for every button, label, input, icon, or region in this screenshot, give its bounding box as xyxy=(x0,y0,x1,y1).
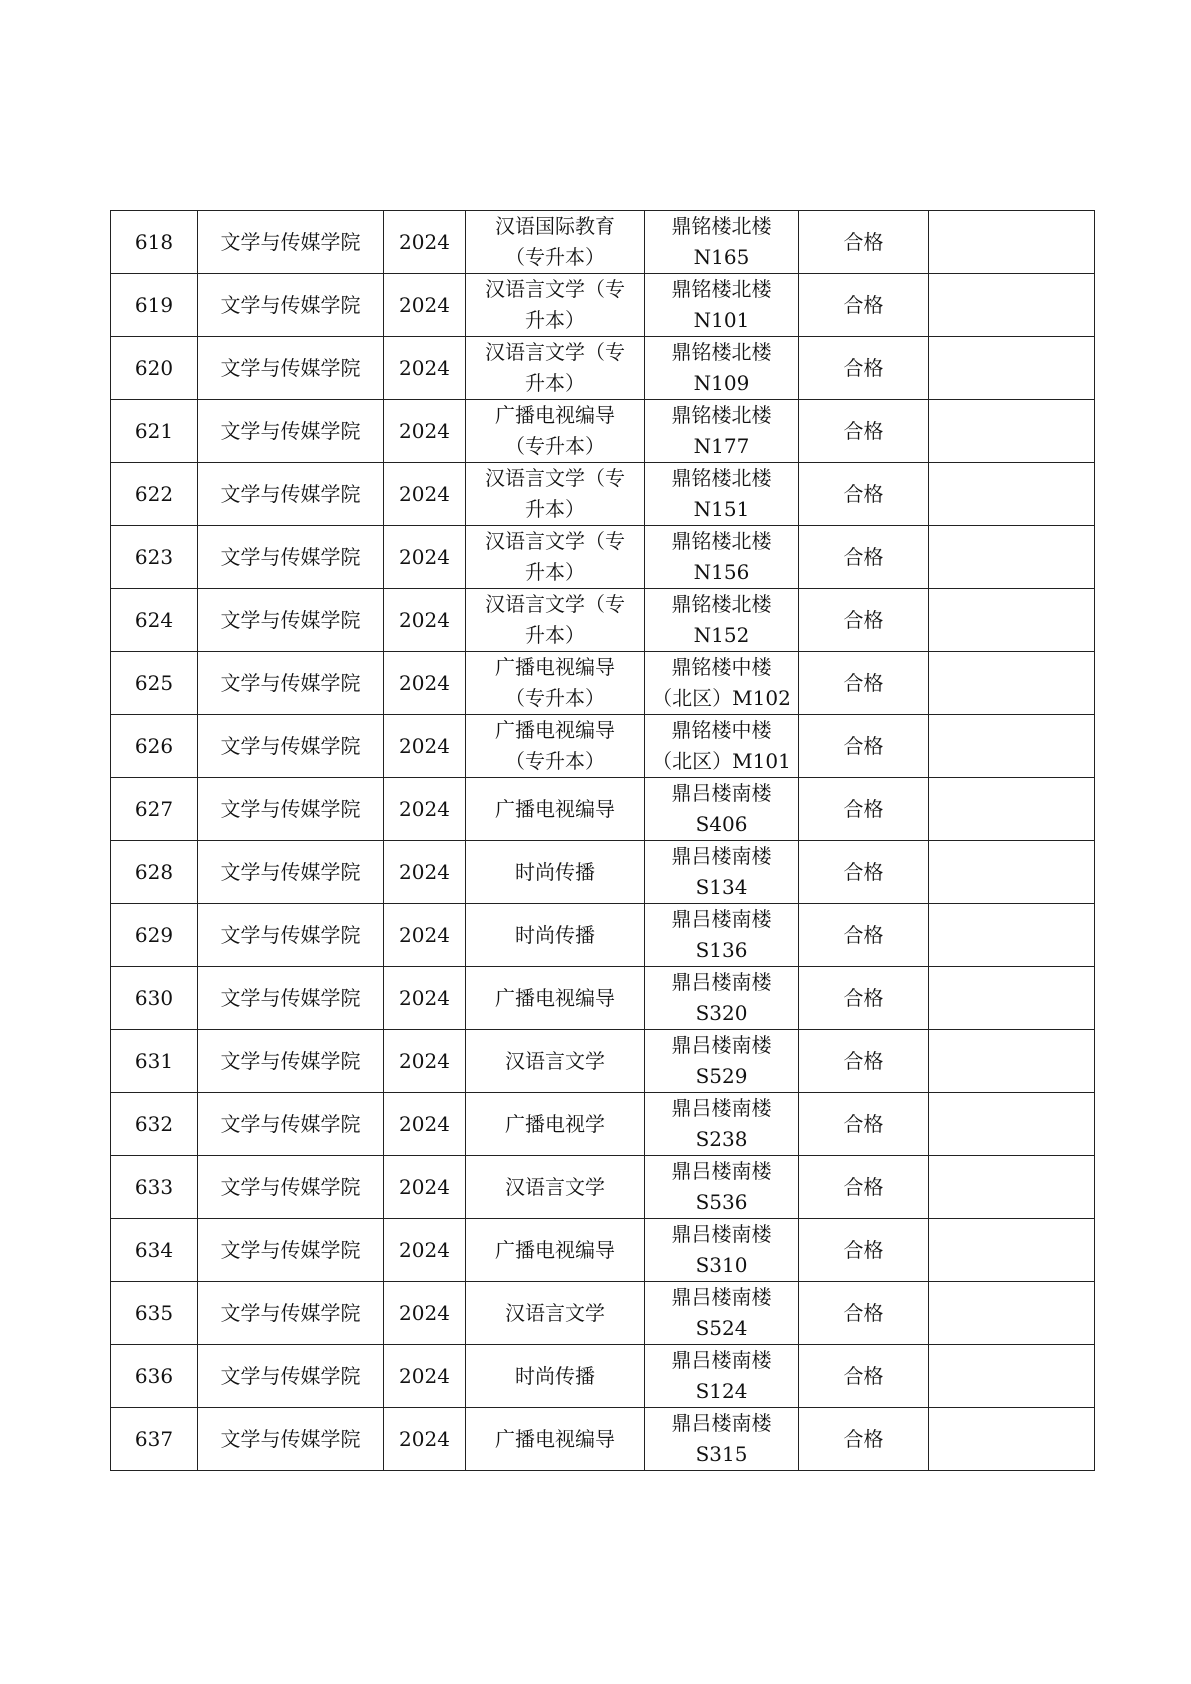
room-cell xyxy=(645,841,799,904)
year: 2024 xyxy=(399,1237,450,1262)
serial-number: 627 xyxy=(134,796,174,821)
college-name: 文学与传媒学院 xyxy=(220,1363,361,1388)
room-cell xyxy=(645,967,799,1030)
room-cell xyxy=(645,526,799,589)
result-cell xyxy=(799,1345,929,1408)
major-name: 时尚传播 xyxy=(515,1363,595,1388)
note-cell xyxy=(929,1156,1095,1219)
major-cell xyxy=(466,652,645,715)
major-cell xyxy=(466,211,645,274)
major-name: 时尚传播 xyxy=(515,859,595,884)
serial-number-cell xyxy=(111,1282,198,1345)
table-row xyxy=(111,211,1095,274)
college-name: 文学与传媒学院 xyxy=(220,607,361,632)
college-cell xyxy=(198,1156,384,1219)
result-status: 合格 xyxy=(843,670,884,695)
year: 2024 xyxy=(399,1048,450,1073)
serial-number: 636 xyxy=(134,1363,174,1388)
result-status: 合格 xyxy=(843,1300,884,1325)
room-location: 鼎铭楼北楼 N165 xyxy=(671,214,772,269)
table-row xyxy=(111,589,1095,652)
serial-number: 623 xyxy=(134,544,174,569)
major-name: 汉语国际教育 （专升本） xyxy=(495,214,615,269)
serial-number: 633 xyxy=(134,1174,174,1199)
result-status: 合格 xyxy=(843,733,884,758)
college-name: 文学与传媒学院 xyxy=(220,733,361,758)
year-cell xyxy=(384,904,466,967)
result-status: 合格 xyxy=(843,985,884,1010)
result-status: 合格 xyxy=(843,1048,884,1073)
college-name: 文学与传媒学院 xyxy=(220,1174,361,1199)
year: 2024 xyxy=(399,796,450,821)
serial-number: 637 xyxy=(134,1426,174,1451)
result-status: 合格 xyxy=(843,1363,884,1388)
table-row xyxy=(111,1030,1095,1093)
major-name: 汉语言文学（专 升本） xyxy=(485,592,625,647)
serial-number-cell xyxy=(111,1219,198,1282)
room-cell xyxy=(645,904,799,967)
result-cell xyxy=(799,778,929,841)
table-row xyxy=(111,463,1095,526)
table-row xyxy=(111,1156,1095,1219)
room-cell xyxy=(645,1345,799,1408)
room-cell xyxy=(645,652,799,715)
table-row xyxy=(111,904,1095,967)
note-cell xyxy=(929,211,1095,274)
result-status: 合格 xyxy=(843,1111,884,1136)
year: 2024 xyxy=(399,355,450,380)
year-cell xyxy=(384,967,466,1030)
result-status: 合格 xyxy=(843,1237,884,1262)
note-cell xyxy=(929,526,1095,589)
room-cell xyxy=(645,715,799,778)
year: 2024 xyxy=(399,670,450,695)
year-cell xyxy=(384,1030,466,1093)
college-cell xyxy=(198,1093,384,1156)
inspection-results-table xyxy=(110,210,1095,1471)
serial-number: 618 xyxy=(134,229,174,254)
college-name: 文学与传媒学院 xyxy=(220,229,361,254)
result-cell xyxy=(799,1219,929,1282)
note-cell xyxy=(929,1408,1095,1471)
serial-number-cell xyxy=(111,526,198,589)
serial-number: 631 xyxy=(134,1048,174,1073)
room-location: 鼎吕楼南楼 S320 xyxy=(671,970,772,1025)
serial-number-cell xyxy=(111,904,198,967)
major-cell xyxy=(466,841,645,904)
college-name: 文学与传媒学院 xyxy=(220,292,361,317)
year: 2024 xyxy=(399,292,450,317)
year: 2024 xyxy=(399,1111,450,1136)
table-body xyxy=(111,211,1095,1471)
result-status: 合格 xyxy=(843,1174,884,1199)
year-cell xyxy=(384,589,466,652)
result-cell xyxy=(799,1282,929,1345)
college-cell xyxy=(198,1030,384,1093)
room-cell xyxy=(645,778,799,841)
note-cell xyxy=(929,463,1095,526)
serial-number-cell xyxy=(111,211,198,274)
major-name: 广播电视编导 （专升本） xyxy=(495,718,615,773)
table-row xyxy=(111,400,1095,463)
year-cell xyxy=(384,715,466,778)
serial-number-cell xyxy=(111,967,198,1030)
note-cell xyxy=(929,1093,1095,1156)
serial-number: 620 xyxy=(134,355,174,380)
serial-number: 621 xyxy=(134,418,174,443)
serial-number-cell xyxy=(111,274,198,337)
room-location: 鼎吕楼南楼 S315 xyxy=(671,1411,772,1466)
room-cell xyxy=(645,400,799,463)
college-name: 文学与传媒学院 xyxy=(220,985,361,1010)
year: 2024 xyxy=(399,481,450,506)
serial-number: 619 xyxy=(134,292,174,317)
room-location: 鼎铭楼北楼 N156 xyxy=(671,529,772,584)
result-cell xyxy=(799,463,929,526)
year-cell xyxy=(384,652,466,715)
college-cell xyxy=(198,337,384,400)
result-status: 合格 xyxy=(843,418,884,443)
table-row xyxy=(111,337,1095,400)
note-cell xyxy=(929,841,1095,904)
college-name: 文学与传媒学院 xyxy=(220,859,361,884)
year-cell xyxy=(384,1345,466,1408)
table-row xyxy=(111,1093,1095,1156)
year-cell xyxy=(384,778,466,841)
room-location: 鼎铭楼北楼 N151 xyxy=(671,466,772,521)
serial-number-cell xyxy=(111,652,198,715)
college-cell xyxy=(198,1219,384,1282)
result-cell xyxy=(799,1408,929,1471)
result-cell xyxy=(799,1093,929,1156)
major-name: 汉语言文学（专 升本） xyxy=(485,277,625,332)
room-cell xyxy=(645,463,799,526)
year: 2024 xyxy=(399,985,450,1010)
serial-number-cell xyxy=(111,1156,198,1219)
room-location: 鼎吕楼南楼 S529 xyxy=(671,1033,772,1088)
note-cell xyxy=(929,589,1095,652)
serial-number: 630 xyxy=(134,985,174,1010)
result-cell xyxy=(799,652,929,715)
year: 2024 xyxy=(399,1363,450,1388)
room-cell xyxy=(645,1156,799,1219)
serial-number-cell xyxy=(111,463,198,526)
note-cell xyxy=(929,1282,1095,1345)
result-cell xyxy=(799,526,929,589)
year-cell xyxy=(384,1219,466,1282)
result-cell xyxy=(799,904,929,967)
room-location: 鼎吕楼南楼 S406 xyxy=(671,781,772,836)
room-location: 鼎吕楼南楼 S124 xyxy=(671,1348,772,1403)
major-cell xyxy=(466,1345,645,1408)
major-name: 汉语言文学（专 升本） xyxy=(485,340,625,395)
year-cell xyxy=(384,526,466,589)
college-cell xyxy=(198,1408,384,1471)
year-cell xyxy=(384,463,466,526)
serial-number-cell xyxy=(111,337,198,400)
result-cell xyxy=(799,841,929,904)
major-name: 时尚传播 xyxy=(515,922,595,947)
serial-number-cell xyxy=(111,778,198,841)
college-name: 文学与传媒学院 xyxy=(220,922,361,947)
major-name: 汉语言文学 xyxy=(505,1300,605,1325)
major-name: 汉语言文学 xyxy=(505,1174,605,1199)
room-location: 鼎铭楼北楼 N177 xyxy=(671,403,772,458)
table-row xyxy=(111,526,1095,589)
room-location: 鼎吕楼南楼 S238 xyxy=(671,1096,772,1151)
serial-number: 625 xyxy=(134,670,174,695)
room-location: 鼎吕楼南楼 S310 xyxy=(671,1222,772,1277)
major-cell xyxy=(466,274,645,337)
year-cell xyxy=(384,841,466,904)
college-name: 文学与传媒学院 xyxy=(220,418,361,443)
result-cell xyxy=(799,589,929,652)
note-cell xyxy=(929,337,1095,400)
room-cell xyxy=(645,1093,799,1156)
table-row xyxy=(111,778,1095,841)
note-cell xyxy=(929,967,1095,1030)
college-cell xyxy=(198,715,384,778)
room-location: 鼎铭楼北楼 N109 xyxy=(671,340,772,395)
college-name: 文学与传媒学院 xyxy=(220,355,361,380)
year-cell xyxy=(384,1408,466,1471)
major-name: 汉语言文学 xyxy=(505,1048,605,1073)
result-cell xyxy=(799,1030,929,1093)
note-cell xyxy=(929,652,1095,715)
major-name: 广播电视编导 xyxy=(495,1237,615,1262)
result-cell xyxy=(799,211,929,274)
major-name: 广播电视编导 xyxy=(495,985,615,1010)
room-cell xyxy=(645,589,799,652)
major-cell xyxy=(466,1156,645,1219)
college-name: 文学与传媒学院 xyxy=(220,481,361,506)
note-cell xyxy=(929,715,1095,778)
room-cell xyxy=(645,274,799,337)
college-cell xyxy=(198,589,384,652)
table-row xyxy=(111,715,1095,778)
year-cell xyxy=(384,1156,466,1219)
college-cell xyxy=(198,841,384,904)
major-name: 广播电视编导 （专升本） xyxy=(495,403,615,458)
serial-number: 632 xyxy=(134,1111,174,1136)
college-name: 文学与传媒学院 xyxy=(220,1237,361,1262)
year: 2024 xyxy=(399,1300,450,1325)
college-name: 文学与传媒学院 xyxy=(220,1111,361,1136)
college-cell xyxy=(198,904,384,967)
college-name: 文学与传媒学院 xyxy=(220,796,361,821)
note-cell xyxy=(929,274,1095,337)
major-cell xyxy=(466,1093,645,1156)
major-cell xyxy=(466,526,645,589)
serial-number: 624 xyxy=(134,607,174,632)
major-cell xyxy=(466,715,645,778)
result-cell xyxy=(799,337,929,400)
note-cell xyxy=(929,400,1095,463)
year: 2024 xyxy=(399,922,450,947)
note-cell xyxy=(929,904,1095,967)
major-cell xyxy=(466,1408,645,1471)
serial-number-cell xyxy=(111,715,198,778)
college-cell xyxy=(198,967,384,1030)
year: 2024 xyxy=(399,607,450,632)
major-name: 广播电视编导 xyxy=(495,796,615,821)
serial-number-cell xyxy=(111,1093,198,1156)
serial-number: 635 xyxy=(134,1300,174,1325)
result-status: 合格 xyxy=(843,1426,884,1451)
serial-number: 622 xyxy=(134,481,174,506)
serial-number-cell xyxy=(111,1030,198,1093)
major-cell xyxy=(466,778,645,841)
table-row xyxy=(111,1345,1095,1408)
table-row xyxy=(111,841,1095,904)
room-cell xyxy=(645,1408,799,1471)
major-cell xyxy=(466,1219,645,1282)
college-name: 文学与传媒学院 xyxy=(220,1426,361,1451)
year-cell xyxy=(384,1093,466,1156)
note-cell xyxy=(929,1345,1095,1408)
major-cell xyxy=(466,463,645,526)
room-location: 鼎吕楼南楼 S134 xyxy=(671,844,772,899)
room-location: 鼎铭楼北楼 N152 xyxy=(671,592,772,647)
college-cell xyxy=(198,274,384,337)
college-name: 文学与传媒学院 xyxy=(220,1300,361,1325)
year-cell xyxy=(384,400,466,463)
serial-number-cell xyxy=(111,1408,198,1471)
room-cell xyxy=(645,1219,799,1282)
note-cell xyxy=(929,1219,1095,1282)
major-name: 汉语言文学（专 升本） xyxy=(485,466,625,521)
result-status: 合格 xyxy=(843,859,884,884)
result-cell xyxy=(799,715,929,778)
table-row xyxy=(111,652,1095,715)
note-cell xyxy=(929,1030,1095,1093)
year: 2024 xyxy=(399,1174,450,1199)
year: 2024 xyxy=(399,229,450,254)
year-cell xyxy=(384,1282,466,1345)
college-cell xyxy=(198,526,384,589)
year-cell xyxy=(384,337,466,400)
college-name: 文学与传媒学院 xyxy=(220,670,361,695)
table-row xyxy=(111,1408,1095,1471)
result-status: 合格 xyxy=(843,229,884,254)
major-cell xyxy=(466,589,645,652)
serial-number: 629 xyxy=(134,922,174,947)
result-status: 合格 xyxy=(843,355,884,380)
serial-number: 628 xyxy=(134,859,174,884)
year: 2024 xyxy=(399,733,450,758)
major-cell xyxy=(466,1282,645,1345)
result-cell xyxy=(799,1156,929,1219)
major-name: 汉语言文学（专 升本） xyxy=(485,529,625,584)
room-location: 鼎吕楼南楼 S136 xyxy=(671,907,772,962)
room-cell xyxy=(645,1030,799,1093)
serial-number-cell xyxy=(111,841,198,904)
result-cell xyxy=(799,274,929,337)
table-row xyxy=(111,274,1095,337)
serial-number-cell xyxy=(111,589,198,652)
table-row xyxy=(111,1219,1095,1282)
result-status: 合格 xyxy=(843,544,884,569)
room-location: 鼎吕楼南楼 S536 xyxy=(671,1159,772,1214)
result-cell xyxy=(799,400,929,463)
serial-number-cell xyxy=(111,1345,198,1408)
major-cell xyxy=(466,400,645,463)
year: 2024 xyxy=(399,418,450,443)
result-status: 合格 xyxy=(843,796,884,821)
college-cell xyxy=(198,463,384,526)
serial-number-cell xyxy=(111,400,198,463)
major-cell xyxy=(466,904,645,967)
major-name: 广播电视编导 xyxy=(495,1426,615,1451)
major-name: 广播电视编导 （专升本） xyxy=(495,655,615,710)
college-name: 文学与传媒学院 xyxy=(220,544,361,569)
major-cell xyxy=(466,967,645,1030)
result-cell xyxy=(799,967,929,1030)
college-cell xyxy=(198,1282,384,1345)
major-cell xyxy=(466,1030,645,1093)
room-location: 鼎铭楼中楼 （北区）M101 xyxy=(652,718,791,773)
table-row xyxy=(111,967,1095,1030)
room-cell xyxy=(645,211,799,274)
serial-number: 626 xyxy=(134,733,174,758)
room-location: 鼎铭楼中楼 （北区）M102 xyxy=(652,655,791,710)
room-cell xyxy=(645,1282,799,1345)
serial-number: 634 xyxy=(134,1237,174,1262)
table-row xyxy=(111,1282,1095,1345)
major-name: 广播电视学 xyxy=(505,1111,605,1136)
college-cell xyxy=(198,652,384,715)
year: 2024 xyxy=(399,1426,450,1451)
room-location: 鼎铭楼北楼 N101 xyxy=(671,277,772,332)
room-location: 鼎吕楼南楼 S524 xyxy=(671,1285,772,1340)
college-cell xyxy=(198,400,384,463)
college-cell xyxy=(198,1345,384,1408)
result-status: 合格 xyxy=(843,922,884,947)
year-cell xyxy=(384,211,466,274)
college-name: 文学与传媒学院 xyxy=(220,1048,361,1073)
result-status: 合格 xyxy=(843,292,884,317)
room-cell xyxy=(645,337,799,400)
year-cell xyxy=(384,274,466,337)
year: 2024 xyxy=(399,859,450,884)
result-status: 合格 xyxy=(843,607,884,632)
college-cell xyxy=(198,778,384,841)
major-cell xyxy=(466,337,645,400)
note-cell xyxy=(929,778,1095,841)
result-status: 合格 xyxy=(843,481,884,506)
college-cell xyxy=(198,211,384,274)
year: 2024 xyxy=(399,544,450,569)
